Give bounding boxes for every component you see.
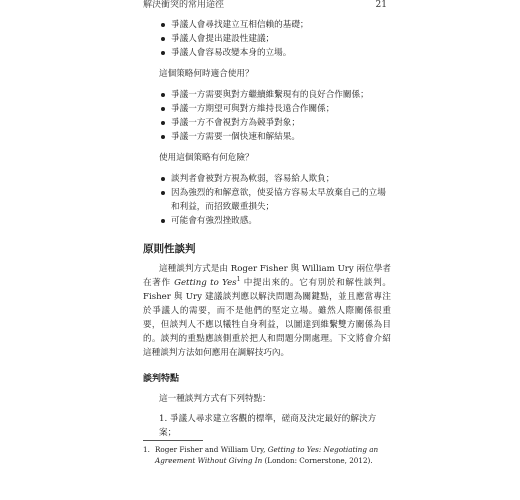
running-title: 解決衝突的常用途徑 — [143, 0, 225, 10]
footnote-ref[interactable]: 1 — [236, 276, 241, 284]
page-number: 21 — [375, 0, 387, 10]
paragraph-text: 中提出來的。它有別於和解性談判。Fisher 與 Ury 建議談判應以解決問題為關鍵點，並且應當專注於爭議人的需要，而不是他們的堅定立場。雖然人際關係很重要，但談判人不應以犧牲自身利益，以圖達到維繫雙方關係為目的。談判的重點應該側重於把人和問題分開處理。下文將會介紹這種談判方法如何應用在調解技巧內。 — [143, 278, 391, 358]
footnote — [143, 444, 393, 466]
list-item: 爭議人會提出建設性建議； — [143, 32, 391, 46]
subsection-intro: 這一種談判方式有下列特點： — [159, 394, 271, 404]
question-when: 這個策略何時適合使用？ — [159, 69, 254, 79]
bullet-list-risk — [143, 172, 391, 228]
list-item: 爭議人會容易改變本身的立場。 — [143, 46, 391, 60]
bullet-list-features — [143, 18, 391, 60]
question-risk: 使用這個策略有何危險？ — [159, 153, 254, 163]
footnote-publisher: (London: Cornerstone, 2012). — [262, 456, 373, 465]
numbered-item: 1. 爭議人尋求建立客觀的標準，磋商及決定最好的解決方案； — [159, 414, 377, 438]
list-item: 可能會有強烈挫敗感。 — [143, 214, 391, 228]
footnotes — [143, 440, 393, 466]
footnote-book-title: Getting to Yes: Negotiating an Agreement Without Giving In — [155, 445, 379, 465]
list-item: 爭議人會尋找建立互相信賴的基礎； — [143, 18, 391, 32]
page-body — [143, 18, 391, 440]
section-title: 原則性談判 — [143, 243, 196, 255]
subsection-title: 談判特點 — [143, 374, 180, 384]
section-paragraph — [143, 262, 391, 360]
list-item: 爭議一方需要一個快速和解結果。 — [143, 130, 391, 144]
list-item: 爭議一方期望可與對方維持長遠合作關係； — [143, 102, 391, 116]
page-header — [143, 0, 387, 12]
footnote-text — [155, 444, 393, 466]
list-item: 談判者會被對方視為軟弱，容易給人欺負； — [143, 172, 391, 186]
paragraph-text: 這種談判方式是由 Roger Fisher 與 William Ury 兩位學者在著作 — [143, 264, 391, 288]
bullet-list-when — [143, 88, 391, 144]
footnote-authors: Roger Fisher and William Ury, — [155, 445, 268, 454]
footnote-number: 1. — [143, 445, 150, 454]
list-item: 爭議一方需要與對方繼續維繫現有的良好合作關係； — [143, 88, 391, 102]
list-item: 因為強烈的和解意欲，使妥協方容易太早放棄自己的立場和利益，而招致嚴重損失； — [143, 186, 391, 214]
footnote-divider — [143, 440, 203, 441]
list-item: 爭議一方不會視對方為競爭對象； — [143, 116, 391, 130]
book-title: Getting to Yes — [174, 278, 237, 288]
